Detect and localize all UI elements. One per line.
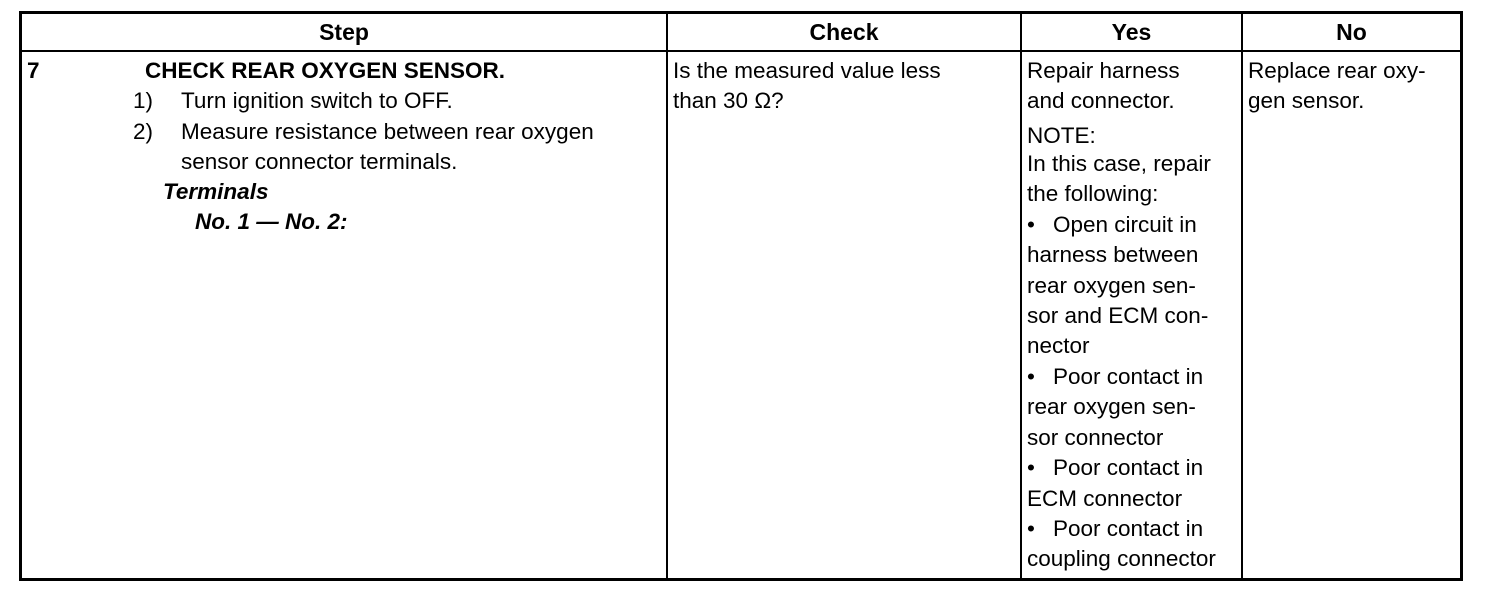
yes-bullet-2-line-1 (1027, 362, 1203, 393)
column-divider-check (666, 14, 668, 578)
bullet-text: Poor contact in (1053, 455, 1204, 480)
instruction-2-text-continued: sensor connector terminals. (181, 149, 458, 174)
note-line-1: In this case, repair (1027, 151, 1211, 176)
yes-bullet-1-line-4: sor and ECM con- (1027, 303, 1209, 328)
yes-bullet-1-line-1 (1027, 210, 1197, 241)
bullet-text: Open circuit in (1053, 212, 1197, 237)
header-no: No (1336, 19, 1367, 45)
check-line-2: than 30 Ω? (673, 88, 784, 113)
header-check: Check (809, 19, 879, 45)
yes-bullet-1-line-3: rear oxygen sen- (1027, 273, 1196, 298)
yes-line-1: Repair harness (1027, 58, 1180, 83)
terminals-label: Terminals (163, 179, 269, 204)
bullet-icon: • (1027, 455, 1035, 480)
yes-bullet-1-line-5: nector (1027, 333, 1090, 358)
bullet-icon: • (1027, 212, 1035, 237)
instruction-1-number: 1) (133, 88, 154, 113)
step-number: 7 (27, 58, 40, 83)
note-line-2: the following: (1027, 181, 1159, 206)
yes-bullet-2-line-3: sor connector (1027, 425, 1164, 450)
yes-bullet-2-line-2: rear oxygen sen- (1027, 394, 1196, 419)
bullet-icon: • (1027, 516, 1035, 541)
instruction-2-text: Measure resistance between rear oxygen (181, 119, 594, 144)
bullet-text: Poor contact in (1053, 364, 1204, 389)
yes-bullet-3-line-2: ECM connector (1027, 486, 1183, 511)
instruction-2-number: 2) (133, 119, 154, 144)
no-line-1: Replace rear oxy- (1248, 58, 1426, 83)
terminals-value: No. 1 — No. 2: (195, 209, 348, 234)
yes-bullet-1-line-2: harness between (1027, 242, 1199, 267)
instruction-1-text: Turn ignition switch to OFF. (181, 88, 453, 113)
header-separator (22, 50, 1460, 52)
yes-bullet-4-line-2: coupling connector (1027, 546, 1216, 571)
yes-line-2: and connector. (1027, 88, 1175, 113)
no-line-2: gen sensor. (1248, 88, 1365, 113)
yes-bullet-4-line-1 (1027, 514, 1203, 545)
header-step: Step (319, 19, 369, 45)
note-label: NOTE: (1027, 123, 1096, 148)
yes-bullet-3-line-1 (1027, 453, 1203, 484)
diagnostic-table (19, 11, 1463, 581)
column-divider-no (1241, 14, 1243, 578)
column-divider-yes (1020, 14, 1022, 578)
bullet-icon: • (1027, 364, 1035, 389)
header-yes: Yes (1111, 19, 1152, 45)
bullet-text: Poor contact in (1053, 516, 1204, 541)
check-line-1: Is the measured value less (673, 58, 941, 83)
step-title: CHECK REAR OXYGEN SENSOR. (145, 58, 506, 83)
